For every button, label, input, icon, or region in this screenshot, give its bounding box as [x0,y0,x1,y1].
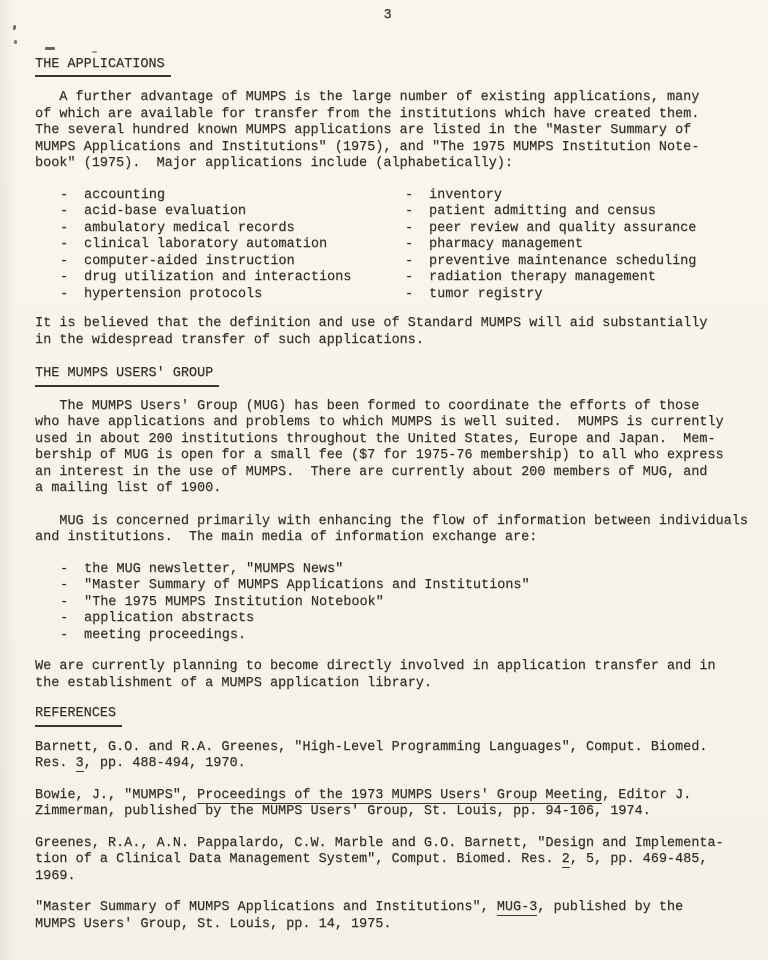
dash-bullet: - [60,237,69,252]
stray-ink-mark [12,25,16,31]
list-item-label: accounting [84,187,166,203]
list-item-label: inventory [429,187,502,203]
dash-bullet: - [60,286,69,302]
list-item-label: clinical laboratory automation [84,237,328,252]
text-line: MUMPS Users' Group, St. Louis, pp. 14, 1975. [35,916,392,932]
reference-entry [35,740,740,773]
dash-bullet: - [60,627,69,643]
dash-bullet: - [60,253,69,269]
list-item-label: the MUG newsletter, "MUMPS News" [84,561,344,577]
reference-entry [35,836,740,886]
list-item-label: patient admitting and census [429,204,656,219]
list-item [35,204,405,221]
text-line: of which are available for transfer from the institutions which have created them. [35,106,700,122]
section-heading-mug [35,366,740,387]
list-item-label: preventive maintenance scheduling [429,253,697,269]
list-item-label: pharmacy management [429,237,583,252]
text-line: used in about 200 institutions throughout the United States, Europe and Japan. Mem- [35,431,716,447]
text-line: an interest in the use of MUMPS. There are currently about 200 members of MUG, and [35,464,708,480]
dash-bullet: - [60,220,69,236]
text-line: It is believed that the definition and use of Standard MUMPS will aid substantially [35,316,708,331]
dash-bullet: - [405,220,414,236]
text-line: a mailing list of 1900. [35,481,222,496]
page-number: 3 [383,8,392,23]
list-item [405,287,696,304]
list-item [405,188,696,205]
text-line: the establishment of a MUMPS application library. [35,675,432,691]
reference-entry [35,900,740,933]
list-item-label: "The 1975 MUMPS Institution Notebook" [84,594,384,610]
text-line: Bowie, J., "MUMPS", Proceedings of the 1973 MUMPS Users' Group Meeting, Editor J. [35,787,692,803]
underlined-text: 2 [561,852,570,867]
text-line: in the widespread transfer of such applications. [35,332,424,348]
list-item [405,270,696,287]
mug-media-intro-paragraph [35,513,748,547]
list-item-label: peer review and quality assurance [429,220,697,236]
reference-entry [35,788,740,821]
underlined-text: 3 [75,756,84,771]
underlined-text: MUG-3 [496,900,538,915]
stray-ink-mark [92,51,97,53]
list-item-label: "Master Summary of MUMPS Applications and Institutions" [84,578,530,593]
text-line: book" (1975). Major applications include (alphabetically): [35,156,513,171]
list-item [35,595,740,612]
list-item-label: application abstracts [84,611,255,626]
list-item-label: hypertension protocols [84,286,263,302]
text-line: Res. 3, pp. 488-494, 1970. [35,756,246,771]
text-line: "Master Summary of MUMPS Applications and Institutions", MUG-3, published by the [35,900,684,915]
list-item [35,611,740,628]
heading-text: THE APPLICATIONS [35,57,171,78]
underlined-text: Proceedings of the 1973 MUMPS Users' Group Meeting [197,787,603,803]
text-line: and institutions. The main media of information exchange are: [35,530,538,545]
dash-bullet: - [405,204,414,219]
applications-intro-paragraph [35,90,740,173]
dash-bullet: - [405,253,414,269]
text-line: MUG is concerned primarily with enhancing the flow of information between individuals [35,513,748,529]
list-item-label: meeting proceedings. [84,627,247,643]
dash-bullet: - [405,187,414,203]
list-item [405,237,696,254]
text-line: MUMPS Applications and Institutions" (1975), and "The 1975 MUMPS Institution Note- [35,139,700,155]
list-item [35,628,740,645]
list-item-label: acid-base evaluation [84,204,247,219]
dash-bullet: - [60,594,69,610]
applications-list-right-column [405,188,696,304]
list-item [35,254,405,271]
list-item-label: ambulatory medical records [84,220,295,236]
text-line: We are currently planning to become directly involved in application transfer and in [35,659,716,674]
text-line: Greenes, R.A., A.N. Pappalardo, C.W. Marble and G.O. Barnett, "Design and Implementa- [35,835,724,851]
text-line: 1969. [35,868,76,884]
list-item [405,254,696,271]
mug-intro-paragraph [35,399,740,498]
text-line: tion of a Clinical Data Management System", Comput. Biomed. Res. 2, 5, pp. 469-485, [35,852,708,867]
text-line: Zimmerman, published by the MUMPS Users' Group, St. Louis, pp. 94-106, 1974. [35,804,651,819]
list-item [35,221,405,238]
list-item [405,221,696,238]
list-item [35,287,405,304]
text-line: bership of MUG is open for a small fee ($7 for 1975-76 membership) to all who express [35,448,724,463]
list-item [35,578,740,595]
text-line: who have applications and problems to which MUMPS is well suited. MUMPS is currently [35,415,724,430]
dash-bullet: - [60,270,69,285]
text-line: Barnett, G.O. and R.A. Greenes, "High-Level Programming Languages", Comput. Biomed. [35,739,708,755]
closing-paragraph [35,659,740,692]
list-item [35,237,405,254]
dash-bullet: - [60,611,69,626]
dash-bullet: - [405,286,414,302]
text-line: A further advantage of MUMPS is the large number of existing applications, many [35,90,700,105]
stray-ink-mark [14,40,17,44]
section-heading-references [35,706,740,727]
heading-text: REFERENCES [35,706,122,727]
dash-bullet: - [405,237,414,252]
belief-paragraph [35,316,740,349]
dash-bullet: - [60,561,69,577]
list-item-label: tumor registry [429,286,543,302]
section-heading-applications [35,57,740,78]
dash-bullet: - [60,578,69,593]
list-item [35,188,405,205]
text-line: The MUMPS Users' Group (MUG) has been formed to coordinate the efforts of those [35,398,700,414]
stray-ink-mark [45,47,55,50]
dash-bullet: - [405,270,414,285]
list-item [35,562,740,579]
applications-list [35,188,740,304]
list-item-label: drug utilization and interactions [84,270,352,285]
list-item-label: computer-aided instruction [84,253,295,269]
list-item-label: radiation therapy management [429,270,656,285]
applications-list-left-column [35,188,405,304]
heading-text: THE MUMPS USERS' GROUP [35,366,219,387]
text-line: The several hundred known MUMPS applications are listed in the "Master Summary of [35,123,692,138]
dash-bullet: - [60,204,69,219]
list-item [405,204,696,221]
media-list [35,562,740,645]
list-item [35,270,405,287]
dash-bullet: - [60,187,69,203]
